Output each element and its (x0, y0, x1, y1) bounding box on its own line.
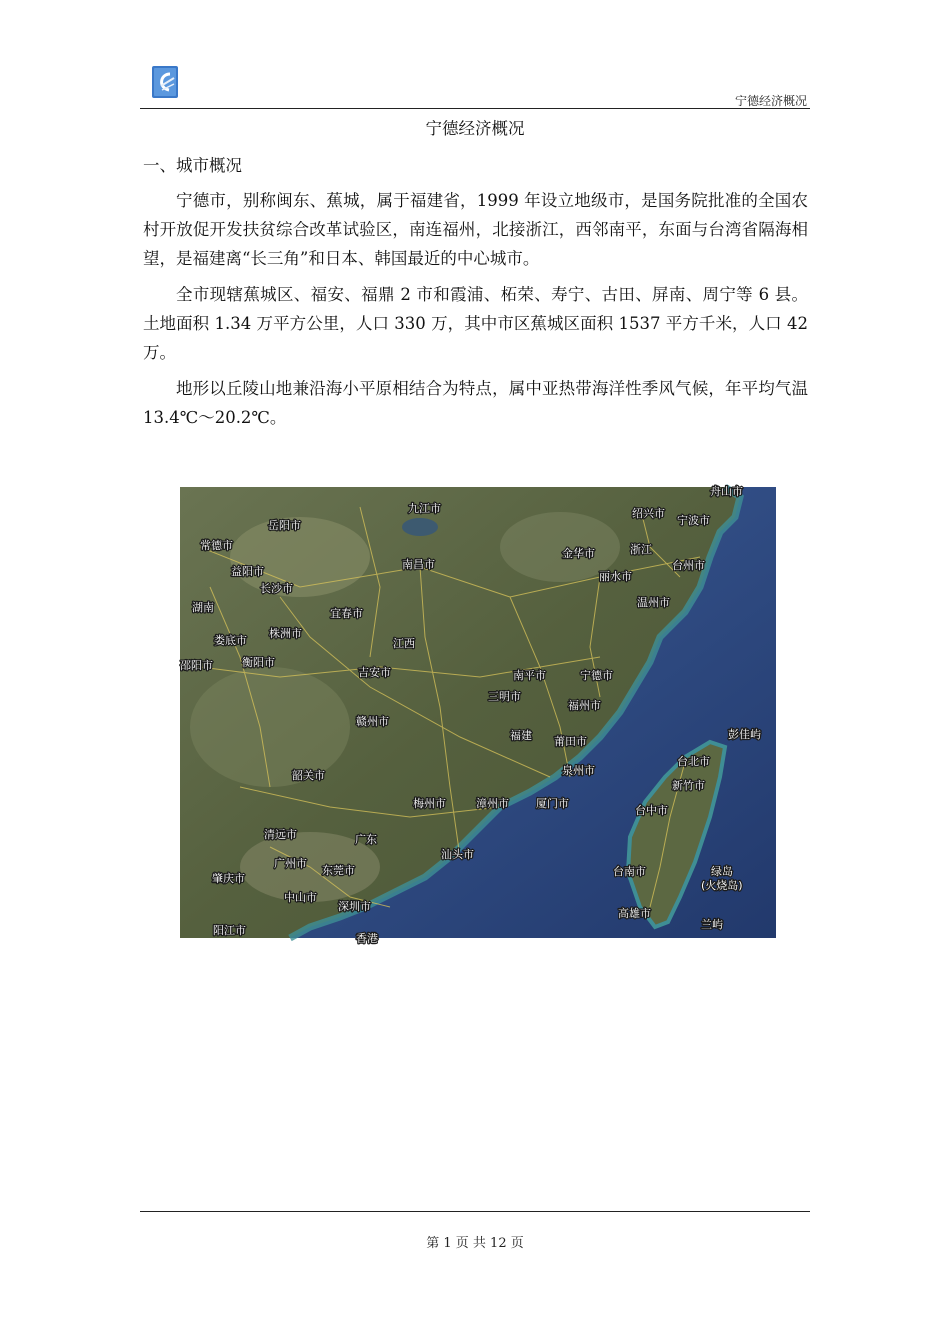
map-label: 南平市 (513, 669, 546, 682)
header-divider (140, 108, 810, 109)
map-label: 阳江市 (213, 924, 246, 937)
map-label: 邵阳市 (180, 659, 213, 672)
section-heading: 一、城市概况 (143, 156, 242, 175)
map-label: 赣州市 (356, 715, 389, 728)
map-label: 岳阳市 (268, 519, 301, 532)
paragraph: 全市现辖蕉城区、福安、福鼎 2 市和霞浦、柘荣、寿宁、古田、屏南、周宁等 6 县。土地面积 1.34 万平方公里，人口 330 万，其中市区蕉城区面积 1537 平方千米，人口 42 万。 (143, 285, 808, 362)
map-label: 株洲市 (269, 627, 302, 640)
map-label: 香港 (356, 932, 378, 945)
map-label: 台北市 (677, 755, 710, 768)
map-label: 台南市 (613, 865, 646, 878)
map-label: 汕头市 (441, 848, 474, 861)
map-label: 梅州市 (413, 797, 446, 810)
map-label: 韶关市 (292, 769, 325, 782)
map-label: 丽水市 (599, 570, 632, 583)
map-label: 泉州市 (562, 764, 595, 777)
map-label: 东莞市 (322, 864, 355, 877)
map-label: 高雄市 (618, 907, 651, 920)
map-label: 长沙市 (260, 582, 293, 595)
paragraph: 宁德市，别称闽东、蕉城，属于福建省，1999 年设立地级市，是国务院批准的全国农村开放促开发扶贫综合改革试验区，南连福州，北接浙江，西邻南平，东面与台湾省隔海相望，是福建离“长三角”和日本、韩国最近的中心城市。 (143, 191, 808, 268)
map-label: 浙江 (630, 543, 652, 556)
map-label: 深圳市 (338, 900, 371, 913)
map-label: 常德市 (200, 539, 233, 552)
map-label: 福建 (510, 729, 532, 742)
map-label: 新竹市 (672, 779, 705, 792)
map-label: 宁波市 (677, 514, 710, 527)
map-label: 广东 (355, 833, 377, 846)
map-label: 兰屿 (701, 918, 723, 931)
map-label: 中山市 (284, 891, 317, 904)
map-label: 衡阳市 (242, 656, 275, 669)
map-label: 肇庆市 (212, 872, 245, 885)
map-label: 舟山市 (710, 485, 743, 498)
map-label: 南昌市 (402, 558, 435, 571)
page-number: 第 1 页 共 12 页 (426, 1236, 524, 1251)
map-label: 宁德市 (580, 669, 613, 682)
map-label: 清远市 (264, 828, 297, 841)
land-patch (190, 667, 350, 787)
map-label: 三明市 (488, 690, 521, 703)
map-label: 莆田市 (554, 735, 587, 748)
footer-divider (140, 1211, 810, 1212)
map-label: 台中市 (635, 804, 668, 817)
map-label: 厦门市 (536, 797, 569, 810)
document-title: 宁德经济概况 (425, 119, 525, 138)
map-label: 彭佳屿 (728, 728, 761, 741)
map-label: 湖南 (192, 601, 214, 614)
map-label: 绍兴市 (632, 507, 665, 520)
map-label: 益阳市 (231, 565, 264, 578)
map-label: 宜春市 (330, 607, 363, 620)
paragraph: 地形以丘陵山地兼沿海小平原相结合为特点，属中亚热带海洋性季风气候，年平均气温 13.4℃～20.2℃。 (143, 379, 808, 427)
map-label: 福州市 (568, 699, 601, 712)
map-label: 温州市 (637, 596, 670, 609)
map-label: 广州市 (274, 857, 307, 870)
map-label: (火烧岛) (701, 879, 743, 892)
running-header: 宁德经济概况 (734, 94, 807, 108)
map-label: 金华市 (562, 547, 595, 560)
satellite-map (180, 485, 776, 945)
map-label: 绿岛 (711, 865, 733, 878)
map-label: 台州市 (672, 559, 705, 572)
map-label: 九江市 (408, 502, 441, 515)
map-label: 吉安市 (358, 666, 391, 679)
map-label: 江西 (393, 637, 415, 650)
body-text (143, 186, 808, 439)
map-label: 漳州市 (476, 797, 509, 810)
map-label: 娄底市 (214, 634, 247, 647)
lake (402, 518, 438, 536)
company-logo-icon (152, 66, 178, 98)
